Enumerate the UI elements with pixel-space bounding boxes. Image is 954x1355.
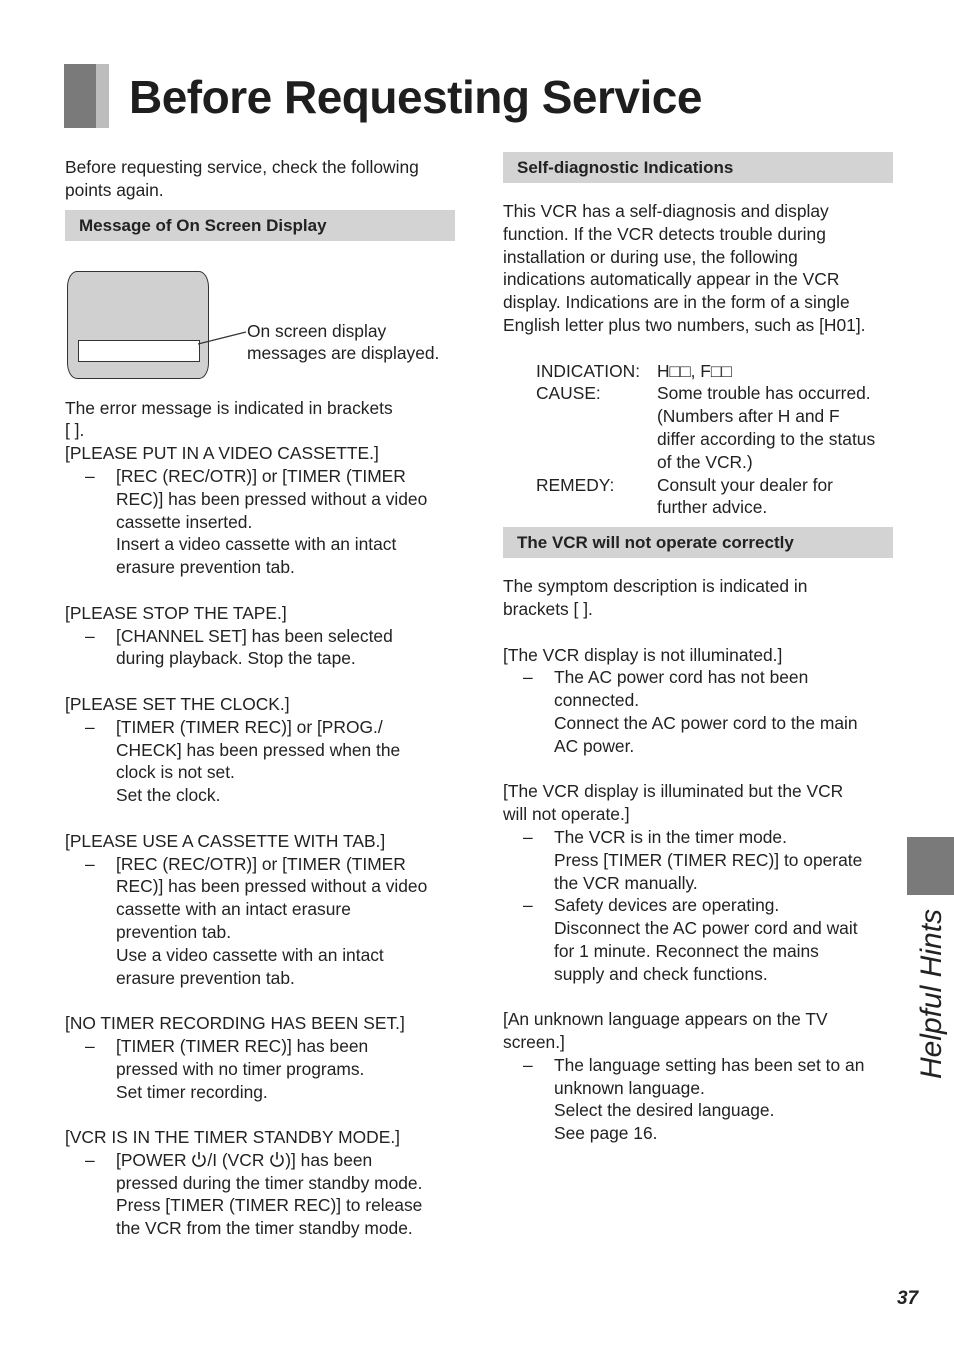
message-block [65, 602, 455, 670]
dash-bullet: – [523, 1054, 533, 1075]
self-diagnostic-text: This VCR has a self-diagnosis and display function. If the VCR detects trouble during installation or during use, the following indications automatically appear in the VCR display. Indications are in the form of a single English letter plus two numbers, such as [H01]. [503, 201, 866, 335]
message-item [503, 894, 893, 985]
message-block [65, 693, 455, 807]
message-item: – [POWER /I (VCR )] has been pressed during the timer standby mode. Press [TIMER (TIMER REC)] to release the VCR from the timer standby mode. [85, 1149, 423, 1239]
power-icon [191, 1151, 207, 1168]
tv-illustration [65, 241, 455, 397]
message-title: [PLEASE USE A CASSETTE WITH TAB.] [65, 830, 386, 851]
tv-caption: On screen display messages are displayed. [247, 320, 440, 364]
indication-table [536, 360, 893, 520]
message-line: The VCR is in the timer mode. [554, 826, 787, 847]
message-title: [The VCR display is illuminated but the VCR [503, 781, 844, 802]
message-line: connected. [554, 690, 640, 711]
symptom-intro: The symptom description is indicated in brackets [ ]. [503, 576, 808, 619]
message-line: during playback. Stop the tape. [116, 648, 356, 669]
dash-bullet: – [85, 1149, 95, 1170]
message-line: cassette inserted. [116, 511, 253, 532]
osd-section-heading: Message of On Screen Display [65, 210, 455, 241]
message-item [503, 1054, 893, 1145]
power-icon [269, 1151, 285, 1168]
message-item [65, 716, 455, 807]
message-line: AC power. [554, 735, 635, 756]
dash-bullet: – [85, 853, 95, 874]
message-line: [CHANNEL SET] has been selected [116, 625, 393, 646]
message-item [503, 826, 893, 894]
message-line: Set the clock. [116, 785, 221, 806]
osd-message-bar [78, 340, 200, 362]
indication-row [536, 382, 893, 473]
message-line: cassette with an intact erasure [116, 899, 351, 920]
page-number: 37 [897, 1288, 919, 1309]
tv-screen-icon [67, 271, 209, 379]
message-line: The language setting has been set to an [554, 1054, 865, 1075]
indication-line: Consult your dealer for [657, 474, 833, 495]
indication-line: (Numbers after H and F [657, 406, 840, 427]
message-line: [REC (REC/OTR)] or [TIMER (TIMER [116, 465, 406, 486]
message-line: The AC power cord has not been [554, 667, 809, 688]
message-title: [An unknown language appears on the TV [503, 1009, 828, 1030]
error-intro: The error message is indicated in brackets [ ]. [65, 397, 393, 441]
message-block [503, 780, 893, 985]
intro-text: Before requesting service, check the following points again. [65, 157, 419, 200]
indication-label: CAUSE: [536, 383, 601, 404]
message-title: [PLEASE SET THE CLOCK.] [65, 693, 290, 714]
symptom-list [503, 621, 893, 1168]
message-line: for 1 minute. Reconnect the mains [554, 940, 819, 961]
message-line: erasure prevention tab. [116, 557, 295, 578]
vcr-not-operate-heading: The VCR will not operate correctly [503, 527, 893, 558]
message-line: erasure prevention tab. [116, 967, 295, 988]
message-block [65, 830, 455, 990]
message-item [503, 666, 893, 757]
message-item [65, 625, 455, 671]
message-line: clock is not set. [116, 762, 235, 783]
message-block [65, 1012, 455, 1103]
message-line: REC)] has been pressed without a video [116, 876, 428, 897]
indication-line: differ according to the status [657, 428, 876, 449]
dash-bullet: – [523, 667, 533, 688]
side-tab-marker [907, 837, 954, 895]
dash-bullet: – [523, 826, 533, 847]
spacer [65, 670, 455, 693]
message-block [503, 1008, 893, 1145]
message-line: Connect the AC power cord to the main [554, 712, 858, 733]
message-line: unknown language. [554, 1077, 705, 1098]
message-title: [PLEASE PUT IN A VIDEO CASSETTE.] [65, 443, 379, 464]
message-title: [PLEASE STOP THE TAPE.] [65, 602, 287, 623]
spacer [65, 989, 455, 1012]
spacer [503, 621, 893, 644]
message-line: Disconnect the AC power cord and wait [554, 918, 858, 939]
self-diagnostic-heading: Self-diagnostic Indications [503, 152, 893, 183]
indication-line: of the VCR.) [657, 451, 753, 472]
dash-bullet: – [85, 1035, 95, 1056]
message-title: screen.] [503, 1032, 565, 1053]
message-line: Safety devices are operating. [554, 895, 780, 916]
message-title: will not operate.] [503, 804, 630, 825]
spacer [65, 1103, 455, 1126]
title-marker-dark [64, 64, 96, 128]
message-line: the VCR manually. [554, 872, 698, 893]
indication-value [657, 360, 893, 383]
indication-line: Some trouble has occurred. [657, 383, 871, 404]
message-block [65, 442, 455, 579]
message-block [65, 1126, 455, 1240]
dash-bullet: – [523, 895, 533, 916]
message-line: Set timer recording. [116, 1081, 268, 1102]
message-line: [TIMER (TIMER REC)] has been [116, 1035, 369, 1056]
message-line: Insert a video cassette with an intact [116, 534, 397, 555]
indication-label: INDICATION: [536, 360, 641, 381]
spacer [503, 986, 893, 1009]
spacer [65, 807, 455, 830]
spacer [65, 579, 455, 602]
spacer [503, 1145, 893, 1168]
message-line: [REC (REC/OTR)] or [TIMER (TIMER [116, 853, 406, 874]
message-block [503, 644, 893, 758]
message-line: prevention tab. [116, 921, 232, 942]
message-line: supply and check functions. [554, 963, 768, 984]
message-line: pressed with no timer programs. [116, 1058, 365, 1079]
message-item [65, 1035, 455, 1103]
indication-label: REMEDY: [536, 474, 615, 495]
indication-value [657, 474, 893, 520]
right-column [503, 152, 893, 1168]
dash-bullet: – [85, 625, 95, 646]
indication-line: further advice. [657, 497, 768, 518]
message-line: Press [TIMER (TIMER REC)] to operate [554, 849, 863, 870]
message-title: [NO TIMER RECORDING HAS BEEN SET.] [65, 1013, 405, 1034]
message-line: REC)] has been pressed without a video [116, 488, 428, 509]
message-line: CHECK] has been pressed when the [116, 739, 401, 760]
indication-value [657, 382, 893, 473]
section-side-tab: Helpful Hints [915, 908, 948, 1080]
message-line: Use a video cassette with an intact [116, 944, 384, 965]
indication-row [536, 360, 893, 383]
message-line: [TIMER (TIMER REC)] or [PROG./ [116, 716, 383, 737]
title-marker-light [96, 64, 109, 128]
message-line: See page 16. [554, 1123, 658, 1144]
indication-line: H□□, F□□ [657, 360, 732, 381]
message-line: Select the desired language. [554, 1100, 775, 1121]
error-message-list [65, 442, 455, 1126]
callout-line [198, 331, 248, 345]
dash-bullet: – [85, 465, 95, 486]
indication-row [536, 474, 893, 520]
message-title: [VCR IS IN THE TIMER STANDBY MODE.] [65, 1127, 400, 1148]
left-column [65, 156, 455, 1240]
message-title: [The VCR display is not illuminated.] [503, 644, 783, 665]
message-item [65, 853, 455, 990]
message-item [65, 465, 455, 579]
page-title: Before Requesting Service [129, 71, 702, 123]
dash-bullet: – [85, 716, 95, 737]
spacer [503, 758, 893, 781]
